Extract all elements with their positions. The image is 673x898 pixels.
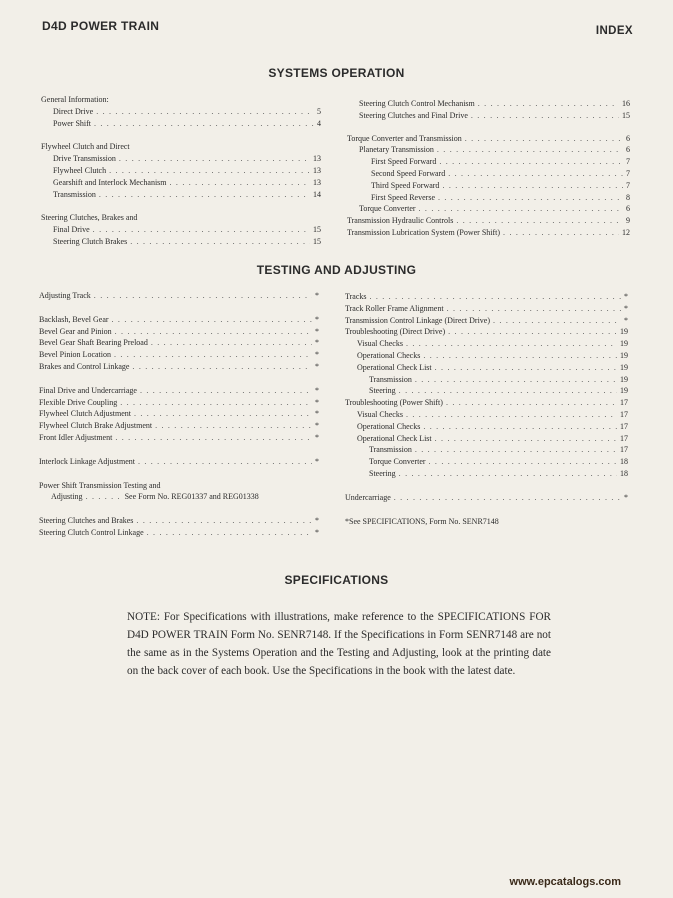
toc-entry[interactable]: Transmission Lubrication System (Power Shift) . . . 12 bbox=[347, 227, 630, 239]
toc-entry[interactable]: Track Roller Frame Alignment . . . * bbox=[345, 303, 628, 315]
toc-entry[interactable]: Power Shift . . . 4 bbox=[41, 118, 321, 130]
toc-heading: Power Shift Transmission Testing and bbox=[39, 480, 161, 490]
toc-entry[interactable]: Second Speed Forward . . . 7 bbox=[347, 168, 630, 180]
toc-entry[interactable]: Torque Converter . . . 18 bbox=[345, 456, 628, 468]
specifications-footnote: *See SPECIFICATIONS, Form No. SENR7148 bbox=[345, 516, 499, 526]
toc-entry[interactable]: Adjusting . . . See Form No. REG01337 and REG01338 bbox=[39, 491, 319, 503]
toc-entry[interactable]: Flywheel Clutch . . . 13 bbox=[41, 165, 321, 177]
toc-entry[interactable]: Final Drive and Undercarriage . . . * bbox=[39, 385, 319, 397]
toc-entry[interactable]: Transmission Control Linkage (Direct Drive) . . . * bbox=[345, 315, 628, 327]
toc-entry[interactable]: Backlash, Bevel Gear . . . * bbox=[39, 314, 319, 326]
toc-entry[interactable]: Flywheel Clutch Brake Adjustment . . . * bbox=[39, 420, 319, 432]
toc-entry[interactable]: Tracks . . . * bbox=[345, 291, 628, 303]
toc-entry[interactable]: Steering . . . 19 bbox=[345, 385, 628, 397]
toc-entry[interactable]: Operational Check List . . . 19 bbox=[345, 362, 628, 374]
header-title: D4D POWER TRAIN bbox=[42, 19, 160, 33]
toc-entry[interactable]: Direct Drive . . . 5 bbox=[41, 106, 321, 118]
toc-entry[interactable]: Troubleshooting (Power Shift) . . . 17 bbox=[345, 397, 628, 409]
toc-entry[interactable]: Transmission . . . 14 bbox=[41, 189, 321, 201]
header-index-label: INDEX bbox=[595, 25, 633, 37]
toc-entry[interactable]: Final Drive . . . 15 bbox=[41, 224, 321, 236]
watermark-url[interactable]: www.epcatalogs.com bbox=[509, 876, 621, 888]
toc-entry[interactable]: Flywheel Clutch Adjustment . . . * bbox=[39, 408, 319, 420]
toc-entry[interactable]: Steering Clutch Control Mechanism . . . 16 bbox=[347, 98, 630, 110]
toc-entry[interactable]: Steering Clutch Brakes . . . 15 bbox=[41, 236, 321, 248]
toc-entry[interactable]: Brakes and Control Linkage . . . * bbox=[39, 361, 319, 373]
specifications-title: SPECIFICATIONS bbox=[284, 573, 389, 587]
toc-entry[interactable]: Steering Clutch Control Linkage . . . * bbox=[39, 527, 319, 539]
toc-heading: Flywheel Clutch and Direct bbox=[41, 142, 130, 152]
testing-adjusting-left-column bbox=[39, 290, 319, 539]
toc-entry[interactable]: Flexible Drive Coupling . . . * bbox=[39, 397, 319, 409]
toc-entry[interactable]: Operational Check List . . . 17 bbox=[345, 433, 628, 445]
toc-entry[interactable]: Operational Checks . . . 19 bbox=[345, 350, 628, 362]
toc-entry[interactable]: Bevel Pinion Location . . . * bbox=[39, 349, 319, 361]
testing-adjusting-title: TESTING AND ADJUSTING bbox=[256, 263, 417, 277]
systems-operation-left-column bbox=[41, 94, 321, 248]
toc-entry[interactable]: Bevel Gear Shaft Bearing Preload . . . * bbox=[39, 337, 319, 349]
toc-entry[interactable]: Torque Converter . . . 6 bbox=[347, 203, 630, 215]
toc-entry[interactable]: Gearshift and Interlock Mechanism . . . 13 bbox=[41, 177, 321, 189]
toc-entry[interactable]: Torque Converter and Transmission . . . 6 bbox=[347, 133, 630, 145]
toc-heading: Steering Clutches, Brakes and bbox=[41, 213, 138, 223]
toc-entry[interactable]: Undercarriage . . . * bbox=[345, 492, 628, 504]
toc-entry[interactable]: Third Speed Forward . . . 7 bbox=[347, 180, 630, 192]
systems-operation-title: SYSTEMS OPERATION bbox=[268, 66, 405, 80]
toc-entry[interactable]: Transmission . . . 17 bbox=[345, 444, 628, 456]
toc-entry[interactable]: First Speed Forward . . . 7 bbox=[347, 156, 630, 168]
toc-entry[interactable]: Troubleshooting (Direct Drive) . . . 19 bbox=[345, 326, 628, 338]
toc-entry[interactable]: Interlock Linkage Adjustment . . . * bbox=[39, 456, 319, 468]
toc-entry[interactable]: Visual Checks . . . 17 bbox=[345, 409, 628, 421]
toc-entry[interactable]: Steering Clutches and Final Drive . . . 15 bbox=[347, 110, 630, 122]
toc-entry[interactable]: Visual Checks . . . 19 bbox=[345, 338, 628, 350]
specifications-note: NOTE: For Specifications with illustrations, make reference to the SPECIFICATIONS FOR D4D POWER TRAIN Form No. SENR7148. If the Specifications in Form SENR7148 are not the same as in the Systems Operation and the Testing and Adjusting, look at the printing date on the back cover of each book. Use the Specifications in the book with the latest date. bbox=[127, 611, 551, 677]
toc-heading: General Information: bbox=[41, 95, 109, 104]
toc-entry[interactable]: Drive Transmission . . . 13 bbox=[41, 153, 321, 165]
toc-entry[interactable]: Bevel Gear and Pinion . . . * bbox=[39, 326, 319, 338]
testing-adjusting-right-column bbox=[345, 291, 628, 527]
toc-entry[interactable]: Planetary Transmission . . . 6 bbox=[347, 144, 630, 156]
toc-entry[interactable]: Transmission Hydraulic Controls . . . 9 bbox=[347, 215, 630, 227]
toc-entry[interactable]: Transmission . . . 19 bbox=[345, 374, 628, 386]
toc-entry[interactable]: Steering . . . 18 bbox=[345, 468, 628, 480]
toc-entry[interactable]: Steering Clutches and Brakes . . . * bbox=[39, 515, 319, 527]
systems-operation-right-column bbox=[347, 98, 630, 239]
toc-entry[interactable]: Front Idler Adjustment . . . * bbox=[39, 432, 319, 444]
toc-entry[interactable]: Operational Checks . . . 17 bbox=[345, 421, 628, 433]
toc-entry[interactable]: Adjusting Track . . . * bbox=[39, 290, 319, 302]
toc-entry[interactable]: First Speed Reverse . . . 8 bbox=[347, 192, 630, 204]
